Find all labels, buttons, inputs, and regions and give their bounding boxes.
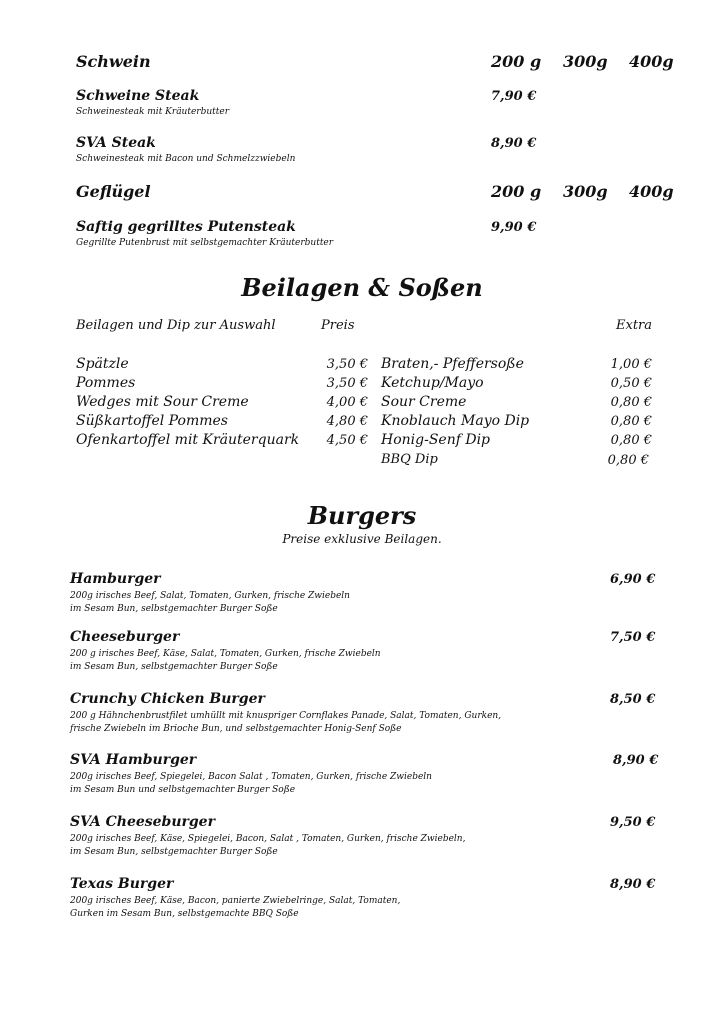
sauce-item-price: 0,80 € — [607, 453, 649, 468]
side-item-price: 3,50 € — [326, 376, 368, 391]
sauce-item-price: 0,80 € — [610, 414, 652, 429]
burger-price: 6,90 € — [610, 572, 656, 587]
burger-price: 8,90 € — [610, 877, 656, 892]
burger-name: Texas Burger — [70, 876, 174, 892]
sauce-item-price: 0,80 € — [610, 433, 652, 448]
size-300-label: 300g — [563, 52, 608, 71]
sauce-item-name: Knoblauch Mayo Dip — [381, 413, 530, 429]
price-column-header: Preis — [321, 318, 355, 333]
burger-description: 200g irisches Beef, Käse, Spiegelei, Bacon, Salat , Tomaten, Gurken, frische Zwiebeln, — [70, 834, 466, 844]
burger-description: im Sesam Bun, selbstgemachter Burger Soße — [70, 662, 278, 672]
burger-description: im Sesam Bun und selbstgemachter Burger Soße — [70, 785, 296, 795]
sides-column-header: Beilagen und Dip zur Auswahl — [76, 318, 276, 333]
size-200-label: 200 g — [491, 52, 542, 71]
burger-description: Gurken im Sesam Bun, selbstgemachte BBQ Soße — [70, 909, 299, 919]
burger-price: 7,50 € — [610, 630, 656, 645]
burger-description: im Sesam Bun, selbstgemachter Burger Soße — [70, 847, 278, 857]
burger-name: Crunchy Chicken Burger — [70, 691, 265, 707]
menu-item-description: Gegrillte Putenbrust mit selbstgemachter Kräuterbutter — [76, 238, 334, 248]
burger-description: 200 g Hähnchenbrustfilet umhüllt mit knuspriger Cornflakes Panade, Salat, Tomaten, Gurken, — [70, 711, 502, 721]
burger-description: frische Zwiebeln im Brioche Bun, und selbstgemachter Honig-Senf Soße — [70, 724, 402, 734]
side-item-name: Pommes — [76, 375, 136, 391]
side-item-price: 4,50 € — [326, 433, 368, 448]
menu-item-description: Schweinesteak mit Kräuterbutter — [76, 107, 230, 117]
sauce-item-price: 0,80 € — [610, 395, 652, 410]
burger-price: 8,90 € — [613, 753, 659, 768]
burger-price: 8,50 € — [610, 692, 656, 707]
sauce-item-name: Ketchup/Mayo — [381, 375, 484, 391]
burger-name: SVA Cheeseburger — [70, 814, 215, 830]
sauce-item-name: BBQ Dip — [381, 452, 438, 467]
side-item-price: 4,80 € — [326, 414, 368, 429]
side-item-price: 3,50 € — [326, 357, 368, 372]
burgers-section-title: Burgers — [307, 501, 417, 530]
burger-description: im Sesam Bun, selbstgemachter Burger Soße — [70, 604, 278, 614]
sauce-item-name: Braten,- Pfeffersoße — [381, 356, 524, 372]
burger-name: SVA Hamburger — [70, 752, 197, 768]
category-poultry-title: Geflügel — [76, 182, 151, 201]
burger-description: 200 g irisches Beef, Käse, Salat, Tomaten, Gurken, frische Zwiebeln — [70, 649, 381, 659]
size-200-label: 200 g — [491, 182, 542, 201]
menu-item-price: 9,90 € — [491, 220, 537, 235]
menu-item-price: 8,90 € — [491, 136, 537, 151]
menu-item-description: Schweinesteak mit Bacon und Schmelzzwiebeln — [76, 154, 296, 164]
extra-column-header: Extra — [616, 318, 653, 333]
burgers-subtitle: Preise exklusive Beilagen. — [282, 532, 442, 546]
side-item-price: 4,00 € — [326, 395, 368, 410]
size-400-label: 400g — [629, 52, 674, 71]
menu-item-name: SVA Steak — [76, 135, 156, 151]
burger-price: 9,50 € — [610, 815, 656, 830]
sauce-item-name: Honig-Senf Dip — [381, 432, 491, 448]
side-item-name: Wedges mit Sour Creme — [76, 394, 249, 410]
side-item-name: Spätzle — [76, 356, 129, 372]
size-400-label: 400g — [629, 182, 674, 201]
burger-description: 200g irisches Beef, Spiegelei, Bacon Salat , Tomaten, Gurken, frische Zwiebeln — [70, 772, 432, 782]
size-300-label: 300g — [563, 182, 608, 201]
side-item-name: Ofenkartoffel mit Kräuterquark — [76, 432, 300, 448]
category-pork-title: Schwein — [76, 52, 151, 71]
burger-description: 200g irisches Beef, Käse, Bacon, panierte Zwiebelringe, Salat, Tomaten, — [70, 896, 401, 906]
sides-section-title: Beilagen & Soßen — [241, 273, 483, 302]
menu-item-price: 7,90 € — [491, 89, 537, 104]
menu-item-name: Schweine Steak — [76, 88, 200, 104]
sauce-item-name: Sour Creme — [381, 394, 467, 410]
burger-name: Hamburger — [70, 571, 161, 587]
burger-name: Cheeseburger — [70, 629, 180, 645]
side-item-name: Süßkartoffel Pommes — [76, 413, 228, 429]
sauce-item-price: 0,50 € — [610, 376, 652, 391]
burger-description: 200g irisches Beef, Salat, Tomaten, Gurken, frische Zwiebeln — [70, 591, 350, 601]
menu-item-name: Saftig gegrilltes Putensteak — [76, 219, 296, 235]
sauce-item-price: 1,00 € — [610, 357, 652, 372]
